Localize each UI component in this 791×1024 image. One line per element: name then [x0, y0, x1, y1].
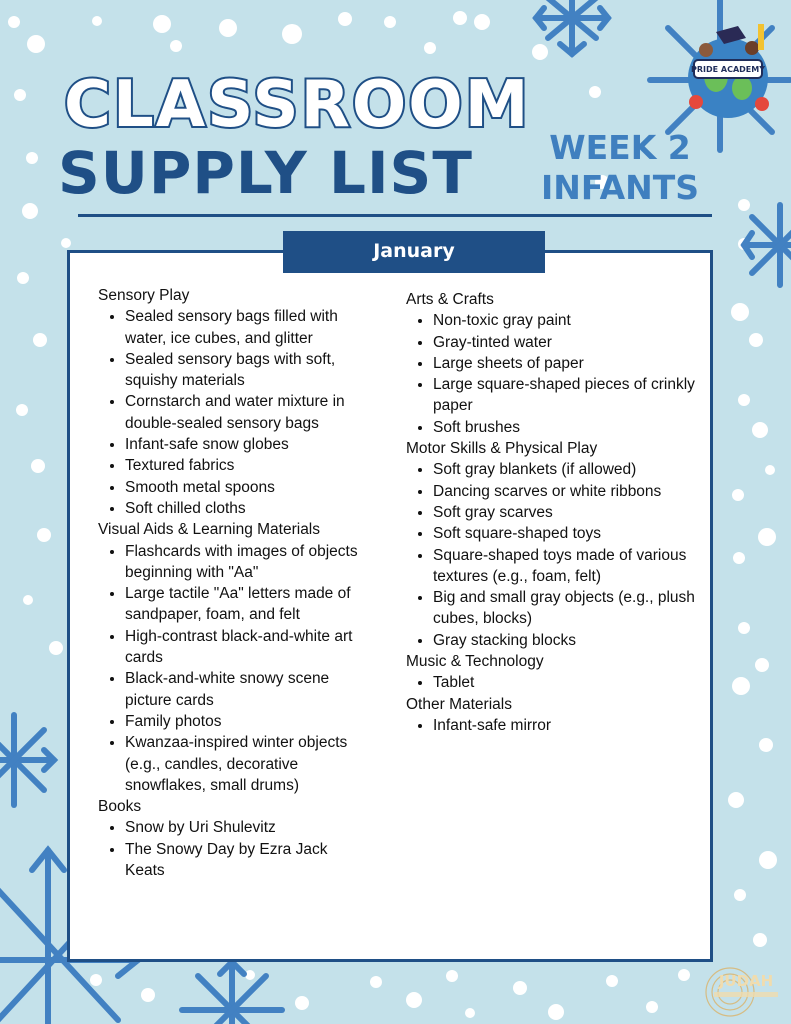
item-list	[98, 541, 368, 797]
month-banner: January	[283, 231, 545, 273]
category-label: Motor Skills & Physical Play	[406, 440, 598, 458]
section-visual-aids	[98, 519, 368, 796]
list-item: • Sealed sensory bags filled with water, ice cubes, and glitter	[125, 306, 368, 349]
category-label: Other Materials	[406, 695, 512, 713]
list-item: • Big and small gray objects (e.g., plush cubes, blocks)	[433, 587, 696, 630]
item-list	[406, 715, 696, 736]
list-item: • Smooth metal spoons	[125, 477, 368, 498]
section-other-materials	[406, 694, 696, 737]
list-item: • Gray stacking blocks	[433, 630, 696, 651]
week-number: WEEK 2	[549, 128, 691, 167]
list-item: • Dancing scarves or white ribbons	[433, 481, 696, 502]
list-item: • Tablet	[433, 672, 696, 693]
svg-text:PRIDE ACADEMY: PRIDE ACADEMY	[690, 65, 766, 74]
list-item: • Soft gray scarves	[433, 502, 696, 523]
week-label	[520, 128, 720, 208]
item-list	[406, 310, 696, 438]
list-item: • Soft chilled cloths	[125, 498, 368, 519]
pride-academy-logo	[676, 18, 780, 122]
category-label: Sensory Play	[98, 287, 190, 304]
list-item: • Textured fabrics	[125, 455, 368, 476]
item-list	[406, 459, 696, 651]
list-item: • Large tactile "Aa" letters made of sandpaper, foam, and felt	[125, 583, 368, 626]
section-motor-skills	[406, 438, 696, 651]
list-item: • Family photos	[125, 711, 368, 732]
list-item: • Flashcards with images of objects beginning with "Aa"	[125, 541, 368, 584]
list-item: • Cornstarch and water mixture in double-sealed sensory bags	[125, 391, 368, 434]
item-list	[98, 817, 368, 881]
left-column	[98, 285, 368, 881]
header-divider	[78, 214, 712, 217]
list-item: • High-contrast black-and-white art cards	[125, 626, 368, 669]
list-item: • Square-shaped toys made of various textures (e.g., foam, felt)	[433, 545, 696, 588]
section-books	[98, 796, 368, 881]
list-item: • Black-and-white snowy scene picture cards	[125, 668, 368, 711]
list-item: • Snow by Uri Shulevitz	[125, 817, 368, 838]
list-item: • Large sheets of paper	[433, 353, 696, 374]
list-item: • Infant-safe mirror	[433, 715, 696, 736]
item-list	[98, 306, 368, 519]
list-item: • Non-toxic gray paint	[433, 310, 696, 331]
svg-text:JUDAH: JUDAH	[718, 972, 774, 990]
list-item: • Kwanzaa-inspired winter objects (e.g., candles, decorative snowflakes, small drums)	[125, 732, 368, 796]
list-item: • The Snowy Day by Ezra Jack Keats	[125, 839, 368, 882]
title-classroom: CLASSROOM	[64, 68, 531, 142]
category-label: Books	[98, 798, 142, 816]
section-music-technology	[406, 651, 696, 694]
right-column	[406, 289, 696, 736]
age-group: INFANTS	[540, 168, 700, 207]
list-item: • Gray-tinted water	[433, 332, 696, 353]
section-arts-crafts	[406, 289, 696, 438]
title-supply-list: SUPPLY LIST	[58, 139, 473, 207]
judah-brand-logo	[700, 964, 786, 1020]
list-item: • Large square-shaped pieces of crinkly paper	[433, 374, 696, 417]
category-label: Arts & Crafts	[406, 291, 494, 308]
item-list	[406, 672, 696, 693]
list-item: • Infant-safe snow globes	[125, 434, 368, 455]
list-item: • Soft square-shaped toys	[433, 523, 696, 544]
category-label: Music & Technology	[406, 653, 544, 671]
list-item: • Soft brushes	[433, 417, 696, 438]
list-item: • Soft gray blankets (if allowed)	[433, 459, 696, 480]
section-sensory-play	[98, 285, 368, 519]
category-label: Visual Aids & Learning Materials	[98, 521, 321, 539]
list-item: • Sealed sensory bags with soft, squishy materials	[125, 349, 368, 392]
